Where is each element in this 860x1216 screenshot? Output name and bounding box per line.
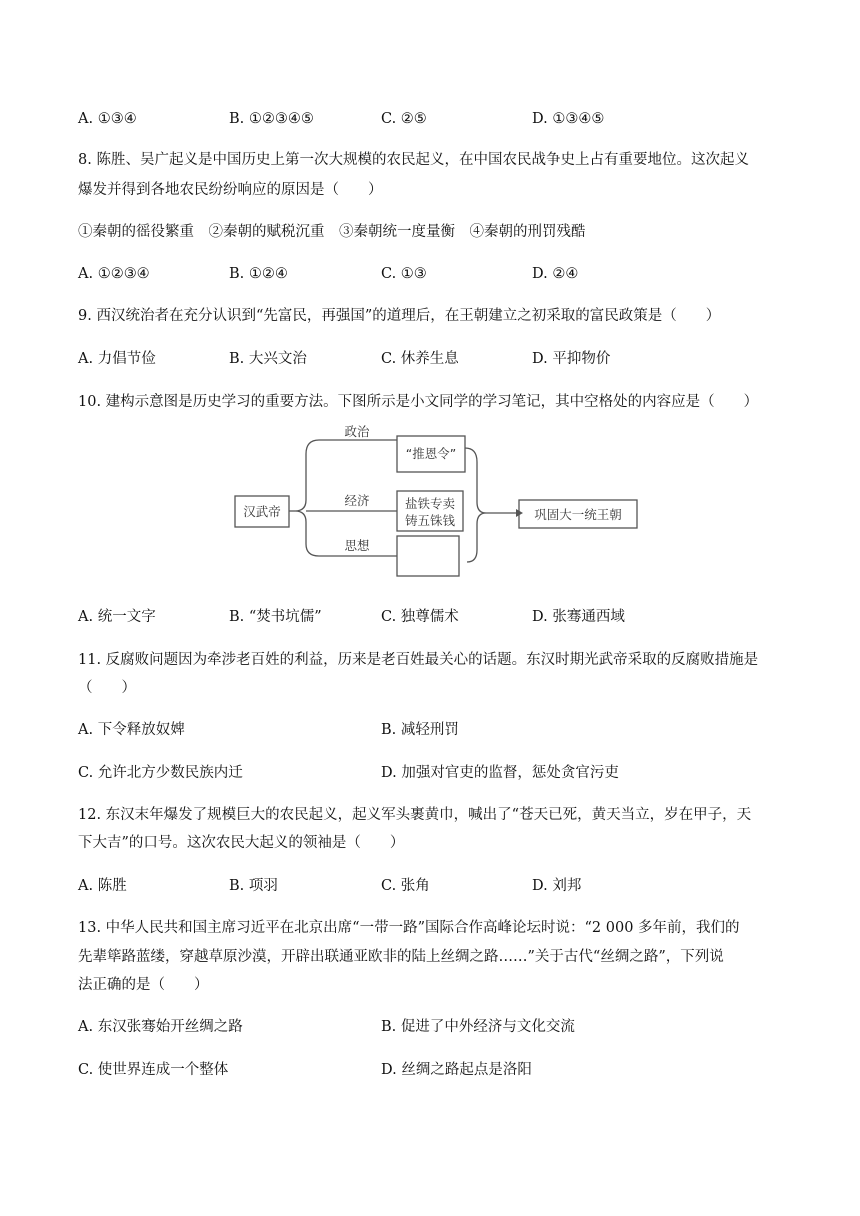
q11-option-c: C. 允许北方少数民族内迁 (78, 765, 243, 781)
q13-option-a: A. 东汉张骞始开丝绸之路 (78, 1019, 243, 1035)
q8-option-c: C. ①③ (381, 266, 427, 282)
q8-items: ①秦朝的徭役繁重 ②秦朝的赋税沉重 ③秦朝统一度量衡 ④秦朝的刑罚残酷 (78, 224, 586, 240)
q12-stem-line-1: 12. 东汉末年爆发了规模巨大的农民起义，起义军头裹黄巾，喊出了“苍天已死，黄天当立，岁在甲子，天 (78, 807, 752, 823)
diagram-left-brace (295, 440, 319, 556)
diagram-label-politics: 政治 (344, 424, 370, 439)
q11-option-b: B. 减轻刑罚 (381, 722, 459, 738)
q12-option-b: B. 项羽 (229, 878, 278, 894)
q10-option-a: A. 统一文字 (78, 609, 156, 625)
diagram-content-politics: “推恩令” (405, 446, 457, 461)
q11-stem-line-2: （ ） (78, 680, 136, 696)
q8-option-b: B. ①②④ (229, 266, 288, 282)
q7-option-d: D. ①③④⑤ (532, 111, 605, 127)
q13-stem-line-3: 法正确的是（ ） (78, 977, 209, 993)
q8-stem-line-2: 爆发并得到各地农民纷纷响应的原因是（ ） (78, 182, 383, 198)
q13-option-b: B. 促进了中外经济与文化交流 (381, 1019, 575, 1035)
diagram-box-thought-blank (397, 536, 459, 576)
q13-option-c: C. 使世界连成一个整体 (78, 1062, 229, 1078)
q8-stem-line-1: 8. 陈胜、吴广起义是中国历史上第一次大规模的农民起义，在中国农民战争史上占有重要地位。这次起义 (78, 152, 749, 168)
q11-option-a: A. 下令释放奴婢 (78, 722, 185, 738)
q10-option-c: C. 独尊儒术 (381, 609, 459, 625)
q11-stem-line-1: 11. 反腐败问题因为牵涉老百姓的利益，历来是老百姓最关心的话题。东汉时期光武帝采取的反腐败措施是 (78, 652, 759, 668)
diagram-root-label: 汉武帝 (243, 504, 281, 519)
q10-option-b: B. “焚书坑儒” (229, 609, 322, 625)
q11-option-d: D. 加强对官吏的监督，惩处贪官污吏 (381, 765, 619, 781)
q10-option-d: D. 张骞通西域 (532, 609, 625, 625)
q9-option-b: B. 大兴文治 (229, 351, 307, 367)
q12-option-a: A. 陈胜 (78, 878, 127, 894)
q12-option-d: D. 刘邦 (532, 878, 582, 894)
q9-option-c: C. 休养生息 (381, 351, 459, 367)
diagram-label-thought: 思想 (344, 538, 370, 553)
q12-stem-line-2: 下大吉”的口号。这次农民大起义的领袖是（ ） (78, 835, 405, 851)
diagram-label-economy: 经济 (344, 493, 370, 508)
diagram-result-label: 巩固大一统王朝 (534, 507, 622, 522)
q7-option-a: A. ①③④ (78, 111, 137, 127)
q12-option-c: C. 张角 (381, 878, 430, 894)
q10-concept-diagram (222, 424, 642, 587)
q7-option-b: B. ①②③④⑤ (229, 111, 314, 127)
q10-stem: 10. 建构示意图是历史学习的重要方法。下图所示是小文同学的学习笔记，其中空格处的内容应是（ ） (78, 394, 759, 410)
diagram-content-economy-1: 盐铁专卖 (404, 496, 456, 511)
diagram-content-economy-2: 铸五铢钱 (404, 513, 456, 528)
q8-option-a: A. ①②③④ (78, 266, 150, 282)
q9-option-d: D. 平抑物价 (532, 351, 611, 367)
q9-option-a: A. 力倡节俭 (78, 351, 156, 367)
q13-stem-line-2: 先辈筚路蓝缕，穿越草原沙漠，开辟出联通亚欧非的陆上丝绸之路……”关于古代“丝绸之路”，下列说 (78, 949, 724, 965)
q9-stem: 9. 西汉统治者在充分认识到“先富民，再强国”的道理后，在王朝建立之初采取的富民政策是（ ） (78, 308, 721, 324)
q13-option-d: D. 丝绸之路起点是洛阳 (381, 1062, 532, 1078)
q8-option-d: D. ②④ (532, 266, 579, 282)
q13-stem-line-1: 13. 中华人民共和国主席习近平在北京出席“一带一路”国际合作高峰论坛时说：“2 000 多年前，我们的 (78, 920, 740, 936)
q7-option-c: C. ②⑤ (381, 111, 427, 127)
diagram-right-brace (465, 448, 486, 562)
